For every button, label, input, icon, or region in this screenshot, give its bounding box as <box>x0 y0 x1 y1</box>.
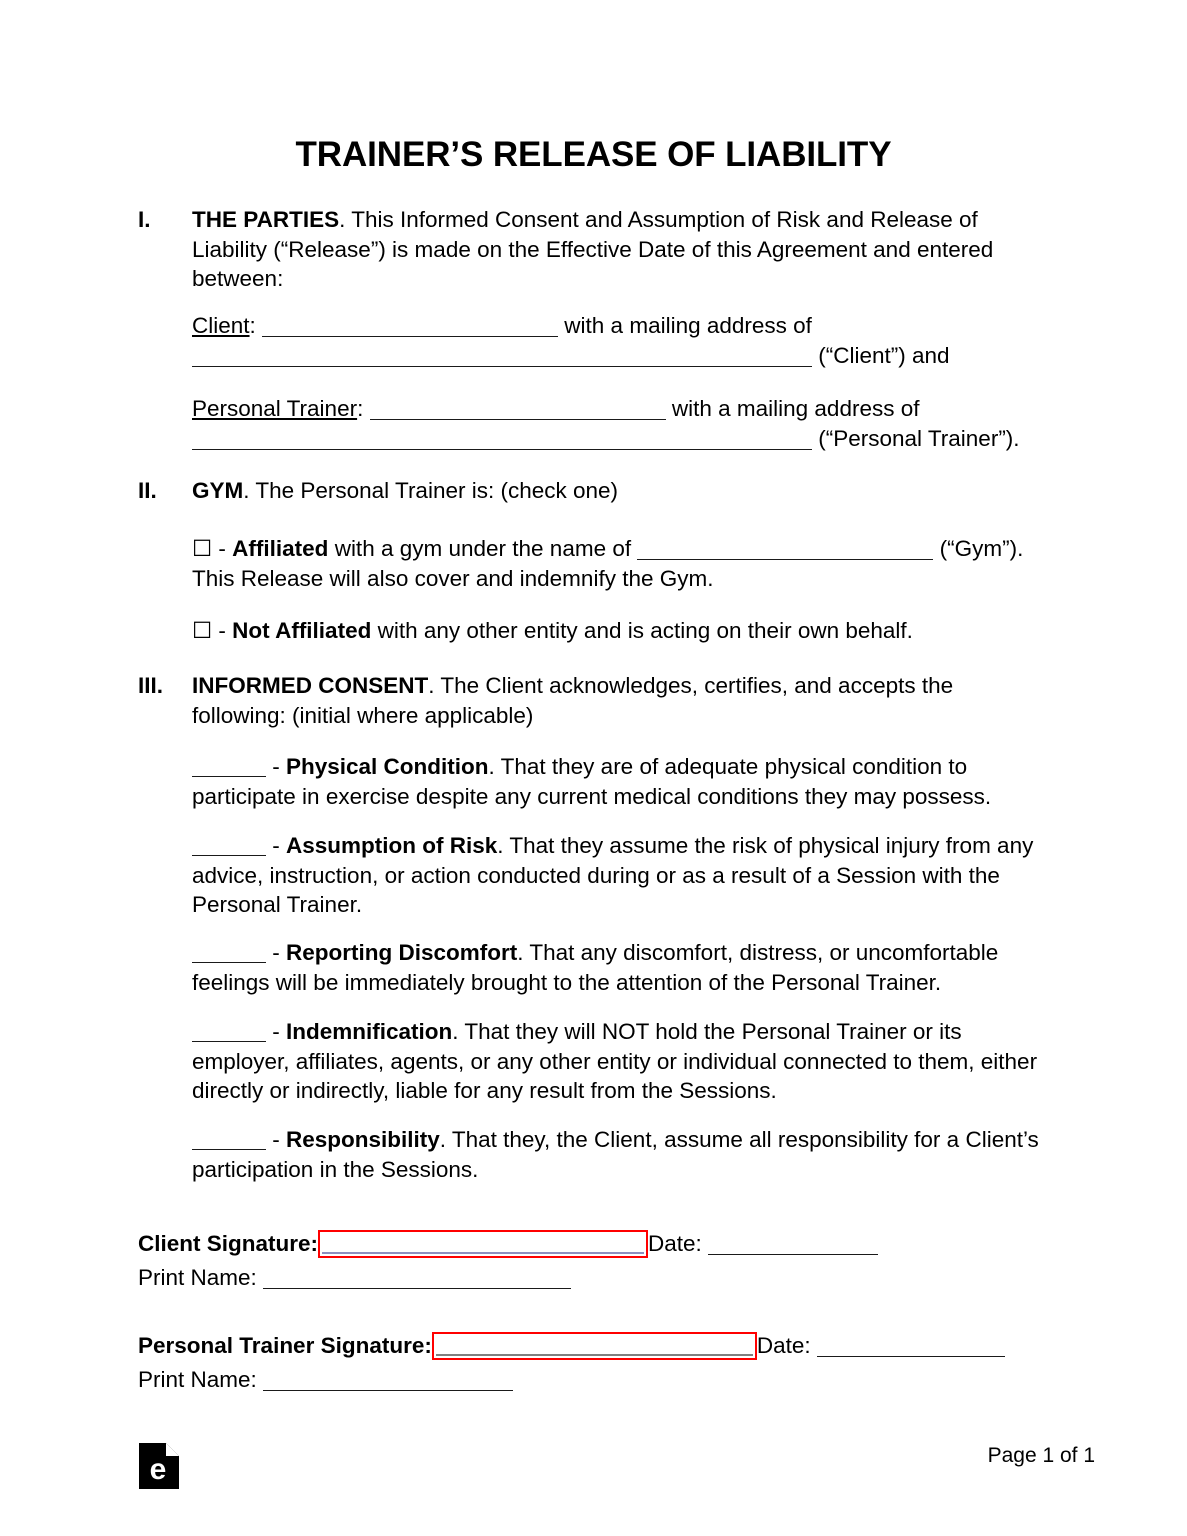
trainer-date-input[interactable] <box>817 1338 1005 1357</box>
client-colon: : <box>249 313 263 338</box>
consent-item-assumption-of-risk <box>192 831 1042 920</box>
reporting-discomfort-dash: - <box>266 940 286 965</box>
client-signature-row <box>138 1229 878 1258</box>
responsibility-dash: - <box>266 1127 286 1152</box>
eforms-logo-icon <box>139 1443 179 1489</box>
initials-input-assumption-of-risk[interactable] <box>192 840 266 856</box>
trainer-party-block <box>192 394 1038 453</box>
section-the-parties-text <box>192 205 1038 294</box>
client-print-name-input[interactable] <box>263 1270 571 1289</box>
not-affiliated-bold-label: Not Affiliated <box>232 618 372 643</box>
initials-input-responsibility[interactable] <box>192 1134 266 1150</box>
physical-condition-text: . That they are of adequate physical condition to participate in exercise despite any current medical conditions they may possess. <box>192 754 992 809</box>
section-numeral-ii: II. <box>138 478 157 503</box>
reporting-discomfort-text: . That any discomfort, distress, or uncomfortable feelings will be immediately brought to the attention of the Personal Trainer. <box>192 940 999 995</box>
gym-body: . The Personal Trainer is: (check one) <box>243 478 619 503</box>
page-number: Page 1 of 1 <box>987 1444 1095 1467</box>
trainer-name-input[interactable] <box>370 401 666 420</box>
trainer-suffix-text: (“Personal Trainer”). <box>812 425 1020 451</box>
assumption-of-risk-text: . That they assume the risk of physical injury from any advice, instruction, or action conducted during or as a result of a Session with the Personal Trainer. <box>192 833 1034 917</box>
assumption-of-risk-label: Assumption of Risk <box>286 833 498 858</box>
client-mid-text: with a mailing address of <box>558 313 812 338</box>
consent-item-physical-condition <box>192 752 1042 811</box>
client-name-input[interactable] <box>262 318 558 337</box>
client-date-input[interactable] <box>708 1236 878 1255</box>
section-the-parties <box>138 205 1038 294</box>
affiliated-bold-label: Affiliated <box>232 536 329 561</box>
trainer-address-input[interactable] <box>192 431 812 450</box>
initials-input-indemnification[interactable] <box>192 1026 266 1042</box>
client-party-block <box>192 311 1038 370</box>
section-informed-consent-text <box>192 671 1038 730</box>
initials-input-reporting-discomfort[interactable] <box>192 947 266 963</box>
affiliated-text-before: with a gym under the name of <box>328 536 638 561</box>
reporting-discomfort-label: Reporting Discomfort <box>286 940 518 965</box>
heading-the-parties: THE PARTIES <box>192 207 340 232</box>
consent-item-responsibility <box>192 1125 1042 1184</box>
indemnification-text: . That they will NOT hold the Personal Trainer or its employer, affiliates, agents, or any other entity or individual connected to them, either directly or indirectly, liable for any result from the Sessions. <box>192 1019 1038 1103</box>
client-print-name-label: Print Name: <box>138 1265 264 1290</box>
trainer-mid-text: with a mailing address of <box>665 396 920 421</box>
trainer-signature-field[interactable] <box>432 1332 757 1360</box>
responsibility-text: . That they, the Client, assume all responsibility for a Client’s participation in the Sessions. <box>192 1127 1039 1182</box>
indemnification-dash: - <box>266 1019 286 1044</box>
client-signature-label: Client Signature: <box>138 1231 319 1256</box>
checkbox-not-affiliated[interactable]: ☐ <box>192 618 213 643</box>
section-numeral-i: I. <box>138 207 151 232</box>
trainer-print-name-input[interactable] <box>263 1372 513 1391</box>
trainer-print-name-row <box>138 1365 513 1394</box>
responsibility-label: Responsibility <box>286 1127 440 1152</box>
gym-option-affiliated[interactable] <box>192 534 1042 593</box>
client-signature-underline <box>322 1252 644 1254</box>
affiliated-dash: - <box>212 536 233 561</box>
trainer-colon: : <box>357 396 370 421</box>
section-informed-consent <box>138 671 1038 730</box>
trainer-signature-label: Personal Trainer Signature: <box>138 1333 432 1358</box>
trainer-date-label: Date: <box>756 1333 817 1358</box>
informed-consent-body: . The Client acknowledges, certifies, and accepts the following: (initial where applicable) <box>192 673 954 728</box>
section-gym <box>138 476 1038 506</box>
heading-gym: GYM <box>192 478 244 503</box>
section-gym-text <box>192 476 1038 506</box>
checkbox-affiliated[interactable]: ☐ <box>192 536 213 561</box>
gym-name-input[interactable] <box>637 541 933 560</box>
indemnification-label: Indemnification <box>286 1019 453 1044</box>
eforms-logo-letter: e <box>149 1453 167 1486</box>
initials-input-physical-condition[interactable] <box>192 761 266 777</box>
physical-condition-dash: - <box>266 754 286 779</box>
not-affiliated-text: with any other entity and is acting on their own behalf. <box>371 618 913 643</box>
client-signature-field[interactable] <box>318 1230 648 1258</box>
client-print-name-row <box>138 1263 571 1292</box>
trainer-signature-underline <box>436 1354 753 1356</box>
trainer-print-name-label: Print Name: <box>138 1367 264 1392</box>
the-parties-body: . This Informed Consent and Assumption of Risk and Release of Liability (“Release”) is made on the Effective Date of this Agreement and entered between: <box>192 207 994 291</box>
client-date-label: Date: <box>648 1231 709 1256</box>
personal-trainer-label: Personal Trainer <box>192 396 358 421</box>
assumption-of-risk-dash: - <box>266 833 286 858</box>
not-affiliated-dash: - <box>212 618 233 643</box>
client-label: Client <box>192 313 250 338</box>
client-suffix-text: (“Client”) and <box>812 342 950 368</box>
page-title: TRAINER’S RELEASE OF LIABILITY <box>295 135 892 174</box>
client-address-input[interactable] <box>192 348 812 367</box>
section-numeral-iii: III. <box>138 673 164 698</box>
gym-option-not-affiliated[interactable] <box>192 616 1042 646</box>
consent-item-indemnification <box>192 1017 1042 1106</box>
trainer-signature-row <box>138 1331 1005 1360</box>
affiliated-text-after: (“Gym”). This Release will also cover and indemnify the Gym. <box>192 536 1024 591</box>
heading-informed-consent: INFORMED CONSENT <box>192 673 429 698</box>
consent-item-reporting-discomfort <box>192 938 1042 997</box>
physical-condition-label: Physical Condition <box>286 754 489 779</box>
